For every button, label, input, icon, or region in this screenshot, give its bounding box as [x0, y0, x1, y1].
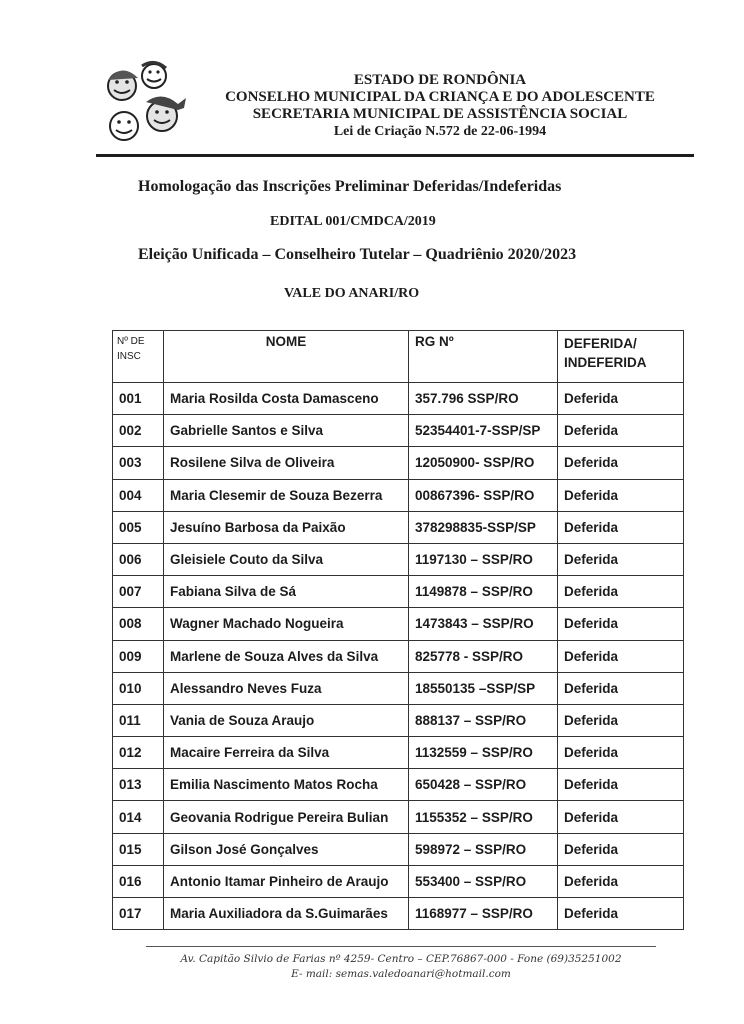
- cell-status: Deferida: [558, 704, 684, 736]
- col-header-name: NOME: [164, 331, 409, 383]
- cell-status: Deferida: [558, 383, 684, 415]
- cell-rg: 00867396- SSP/RO: [409, 479, 558, 511]
- cell-number: 005: [113, 511, 164, 543]
- footer: [146, 952, 656, 982]
- cell-status: Deferida: [558, 640, 684, 672]
- cell-number: 011: [113, 704, 164, 736]
- cell-name: Vania de Souza Araujo: [164, 704, 409, 736]
- table-row: [113, 608, 684, 640]
- footer-address: Av. Capitão Silvio de Farias nº 4259- Centro – CEP.76867-000 - Fone (69)35251002: [180, 953, 622, 965]
- cell-name: Gilson José Gonçalves: [164, 833, 409, 865]
- cell-number: 016: [113, 865, 164, 897]
- cell-number: 010: [113, 672, 164, 704]
- cell-rg: 1197130 – SSP/RO: [409, 543, 558, 575]
- cell-status: Deferida: [558, 865, 684, 897]
- col-header-status: DEFERIDA/ INDEFERIDA: [558, 331, 684, 383]
- cell-status: Deferida: [558, 415, 684, 447]
- cell-status: Deferida: [558, 769, 684, 801]
- cell-rg: 553400 – SSP/RO: [409, 865, 558, 897]
- cell-number: 009: [113, 640, 164, 672]
- cell-name: Alessandro Neves Fuza: [164, 672, 409, 704]
- cell-rg: 357.796 SSP/RO: [409, 383, 558, 415]
- header-divider: [96, 154, 694, 157]
- cell-rg: 888137 – SSP/RO: [409, 704, 558, 736]
- table-row: [113, 479, 684, 511]
- secretariat-name: SECRETARIA MUNICIPAL DE ASSISTÊNCIA SOCIAL: [252, 106, 628, 122]
- table-header-row: [113, 331, 684, 383]
- table-row: [113, 801, 684, 833]
- cell-number: 014: [113, 801, 164, 833]
- cell-status: Deferida: [558, 833, 684, 865]
- cell-rg: 12050900- SSP/RO: [409, 447, 558, 479]
- cell-rg: 650428 – SSP/RO: [409, 769, 558, 801]
- table-row: [113, 415, 684, 447]
- edital-number: EDITAL 001/CMDCA/2019: [270, 214, 436, 229]
- cell-number: 006: [113, 543, 164, 575]
- registrations-table: [112, 330, 684, 930]
- cell-rg: 1132559 – SSP/RO: [409, 737, 558, 769]
- cell-name: Emilia Nascimento Matos Rocha: [164, 769, 409, 801]
- homologation-title: Homologação das Inscrições Preliminar Deferidas/Indeferidas: [138, 178, 562, 195]
- cell-rg: 825778 - SSP/RO: [409, 640, 558, 672]
- cell-number: 007: [113, 576, 164, 608]
- cell-number: 013: [113, 769, 164, 801]
- cell-name: Maria Auxiliadora da S.Guimarães: [164, 898, 409, 930]
- cell-name: Fabiana Silva de Sá: [164, 576, 409, 608]
- cell-number: 001: [113, 383, 164, 415]
- cell-status: Deferida: [558, 576, 684, 608]
- cell-name: Marlene de Souza Alves da Silva: [164, 640, 409, 672]
- col-header-rg: RG Nº: [409, 331, 558, 383]
- municipality-name: VALE DO ANARI/RO: [284, 286, 420, 301]
- table-row: [113, 769, 684, 801]
- cell-number: 008: [113, 608, 164, 640]
- cell-number: 017: [113, 898, 164, 930]
- cell-name: Rosilene Silva de Oliveira: [164, 447, 409, 479]
- table-row: [113, 576, 684, 608]
- cell-name: Macaire Ferreira da Silva: [164, 737, 409, 769]
- cell-status: Deferida: [558, 479, 684, 511]
- cell-status: Deferida: [558, 511, 684, 543]
- table-row: [113, 543, 684, 575]
- table-row: [113, 640, 684, 672]
- cell-name: Maria Clesemir de Souza Bezerra: [164, 479, 409, 511]
- cell-status: Deferida: [558, 801, 684, 833]
- children-logo-icon: [96, 56, 192, 152]
- cell-status: Deferida: [558, 672, 684, 704]
- cell-number: 002: [113, 415, 164, 447]
- cell-name: Gleisiele Couto da Silva: [164, 543, 409, 575]
- table-row: [113, 898, 684, 930]
- cell-status: Deferida: [558, 543, 684, 575]
- election-title: Eleição Unificada – Conselheiro Tutelar – Quadriênio 2020/2023: [138, 246, 577, 263]
- cell-rg: 1155352 – SSP/RO: [409, 801, 558, 833]
- cell-number: 012: [113, 737, 164, 769]
- table-row: [113, 833, 684, 865]
- cell-name: Jesuíno Barbosa da Paixão: [164, 511, 409, 543]
- table-row: [113, 383, 684, 415]
- footer-email: E- mail: semas.valedoanari@hotmail.com: [291, 968, 511, 980]
- cell-rg: 598972 – SSP/RO: [409, 833, 558, 865]
- cell-number: 004: [113, 479, 164, 511]
- creation-law: Lei de Criação N.572 de 22-06-1994: [333, 124, 547, 139]
- cell-rg: 1149878 – SSP/RO: [409, 576, 558, 608]
- table-row: [113, 447, 684, 479]
- cell-status: Deferida: [558, 737, 684, 769]
- table-row: [113, 737, 684, 769]
- cell-rg: 18550135 –SSP/SP: [409, 672, 558, 704]
- cell-rg: 1168977 – SSP/RO: [409, 898, 558, 930]
- cell-number: 003: [113, 447, 164, 479]
- letterhead: [190, 72, 690, 140]
- cell-name: Maria Rosilda Costa Damasceno: [164, 383, 409, 415]
- cell-rg: 378298835-SSP/SP: [409, 511, 558, 543]
- cell-rg: 52354401-7-SSP/SP: [409, 415, 558, 447]
- state-name: ESTADO DE RONDÔNIA: [353, 72, 527, 88]
- cell-status: Deferida: [558, 608, 684, 640]
- cell-status: Deferida: [558, 447, 684, 479]
- cell-name: Gabrielle Santos e Silva: [164, 415, 409, 447]
- cell-rg: 1473843 – SSP/RO: [409, 608, 558, 640]
- cell-number: 015: [113, 833, 164, 865]
- cell-status: Deferida: [558, 898, 684, 930]
- col-header-number: Nº DE INSC: [113, 331, 164, 383]
- table-row: [113, 704, 684, 736]
- table-row: [113, 511, 684, 543]
- council-name: CONSELHO MUNICIPAL DA CRIANÇA E DO ADOLESCENTE: [225, 89, 655, 105]
- cell-name: Geovania Rodrigue Pereira Bulian: [164, 801, 409, 833]
- cell-name: Antonio Itamar Pinheiro de Araujo: [164, 865, 409, 897]
- footer-divider: [146, 946, 656, 947]
- table-row: [113, 672, 684, 704]
- cell-name: Wagner Machado Nogueira: [164, 608, 409, 640]
- table-row: [113, 865, 684, 897]
